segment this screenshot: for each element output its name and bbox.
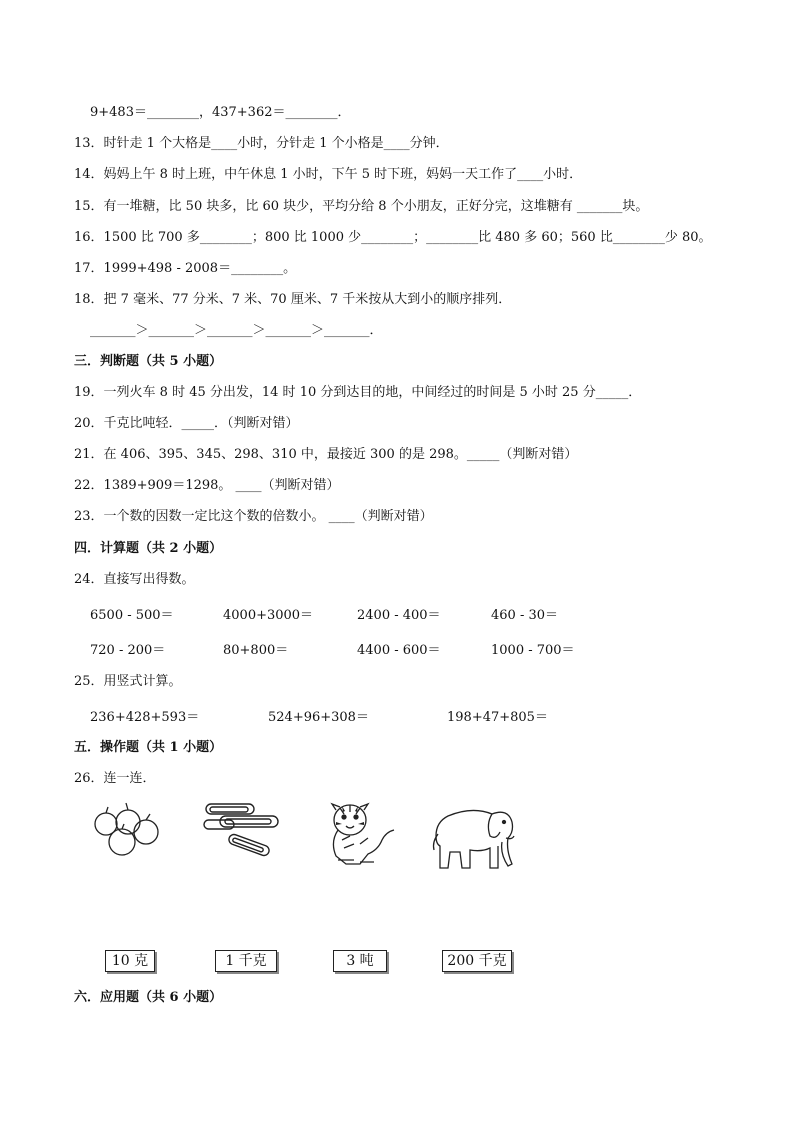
tiger-image	[320, 800, 400, 875]
question-16: 16．1500 比 700 多________；800 比 1000 少________；________比 480 多 60；560 比________少 80。	[74, 230, 712, 245]
question-21: 21．在 406、395、345、298、310 中，最接近 300 的是 298。_____（判断对错）	[74, 447, 578, 462]
q24-item: 460 - 30＝	[491, 608, 559, 623]
q24-row-1	[90, 604, 674, 622]
question-26: 26．连一连．	[74, 771, 156, 786]
paper-clips-image	[200, 800, 290, 860]
q24-item: 4400 - 600＝	[357, 643, 441, 658]
question-15: 15．有一堆糖，比 50 块多，比 60 块少，平均分给 8 个小朋友，正好分完，这堆糖有 _______块。	[74, 199, 649, 214]
section-6-heading: 六．应用题（共 6 小题）	[74, 990, 223, 1005]
section-5-heading: 五．操作题（共 1 小题）	[74, 740, 223, 755]
question-14: 14．妈妈上午 8 时上班，中午休息 1 小时，下午 5 时下班，妈妈一天工作了____小时．	[74, 167, 583, 182]
question-18-answer-line: _______＞_______＞_______＞_______＞_______．	[90, 323, 383, 338]
q25-item: 524+96+308＝	[268, 710, 369, 725]
elephant-image	[430, 800, 530, 875]
weight-box-1kg: 1 千克	[215, 950, 277, 972]
question-17: 17．1999+498 - 2008＝________。	[74, 261, 297, 276]
question-25: 25．用竖式计算。	[74, 674, 182, 689]
apples-image	[88, 800, 168, 860]
q24-item: 720 - 200＝	[90, 643, 166, 658]
section-3-heading: 三．判断题（共 5 小题）	[74, 354, 223, 369]
q24-item: 6500 - 500＝	[90, 608, 174, 623]
weight-box-10g: 10 克	[105, 950, 155, 972]
question-23: 23．一个数的因数一定比这个数的倍数小。 ____（判断对错）	[74, 509, 433, 524]
q25-item: 198+47+805＝	[447, 710, 548, 725]
q25-row	[90, 706, 674, 724]
q24-row-2	[90, 639, 674, 657]
question-19: 19．一列火车 8 时 45 分出发，14 时 10 分到达目的地，中间经过的时间是 5 小时 25 分_____．	[74, 385, 642, 400]
section-4-heading: 四．计算题（共 2 小题）	[74, 541, 223, 556]
weight-box-3t: 3 吨	[333, 950, 387, 972]
q24-item: 4000+3000＝	[223, 608, 314, 623]
question-18: 18．把 7 毫米、77 分米、7 米、70 厘米、7 千米按从大到小的顺序排列．	[74, 292, 512, 307]
question-20: 20．千克比吨轻．_____．（判断对错）	[74, 416, 299, 431]
q24-item: 80+800＝	[223, 643, 289, 658]
question-24: 24．直接写出得数。	[74, 572, 195, 587]
weight-box-200kg: 200 千克	[442, 950, 512, 972]
q25-item: 236+428+593＝	[90, 710, 200, 725]
question-13: 13．时针走 1 个大格是____小时，分针走 1 个小格是____分钟．	[74, 136, 449, 151]
question-22: 22．1389+909＝1298。 ____（判断对错）	[74, 478, 340, 493]
q24-item: 2400 - 400＝	[357, 608, 441, 623]
q12-fill-line: 9+483＝________，437+362＝________．	[90, 105, 351, 120]
q26-pictures	[88, 800, 538, 880]
q24-item: 1000 - 700＝	[491, 643, 575, 658]
